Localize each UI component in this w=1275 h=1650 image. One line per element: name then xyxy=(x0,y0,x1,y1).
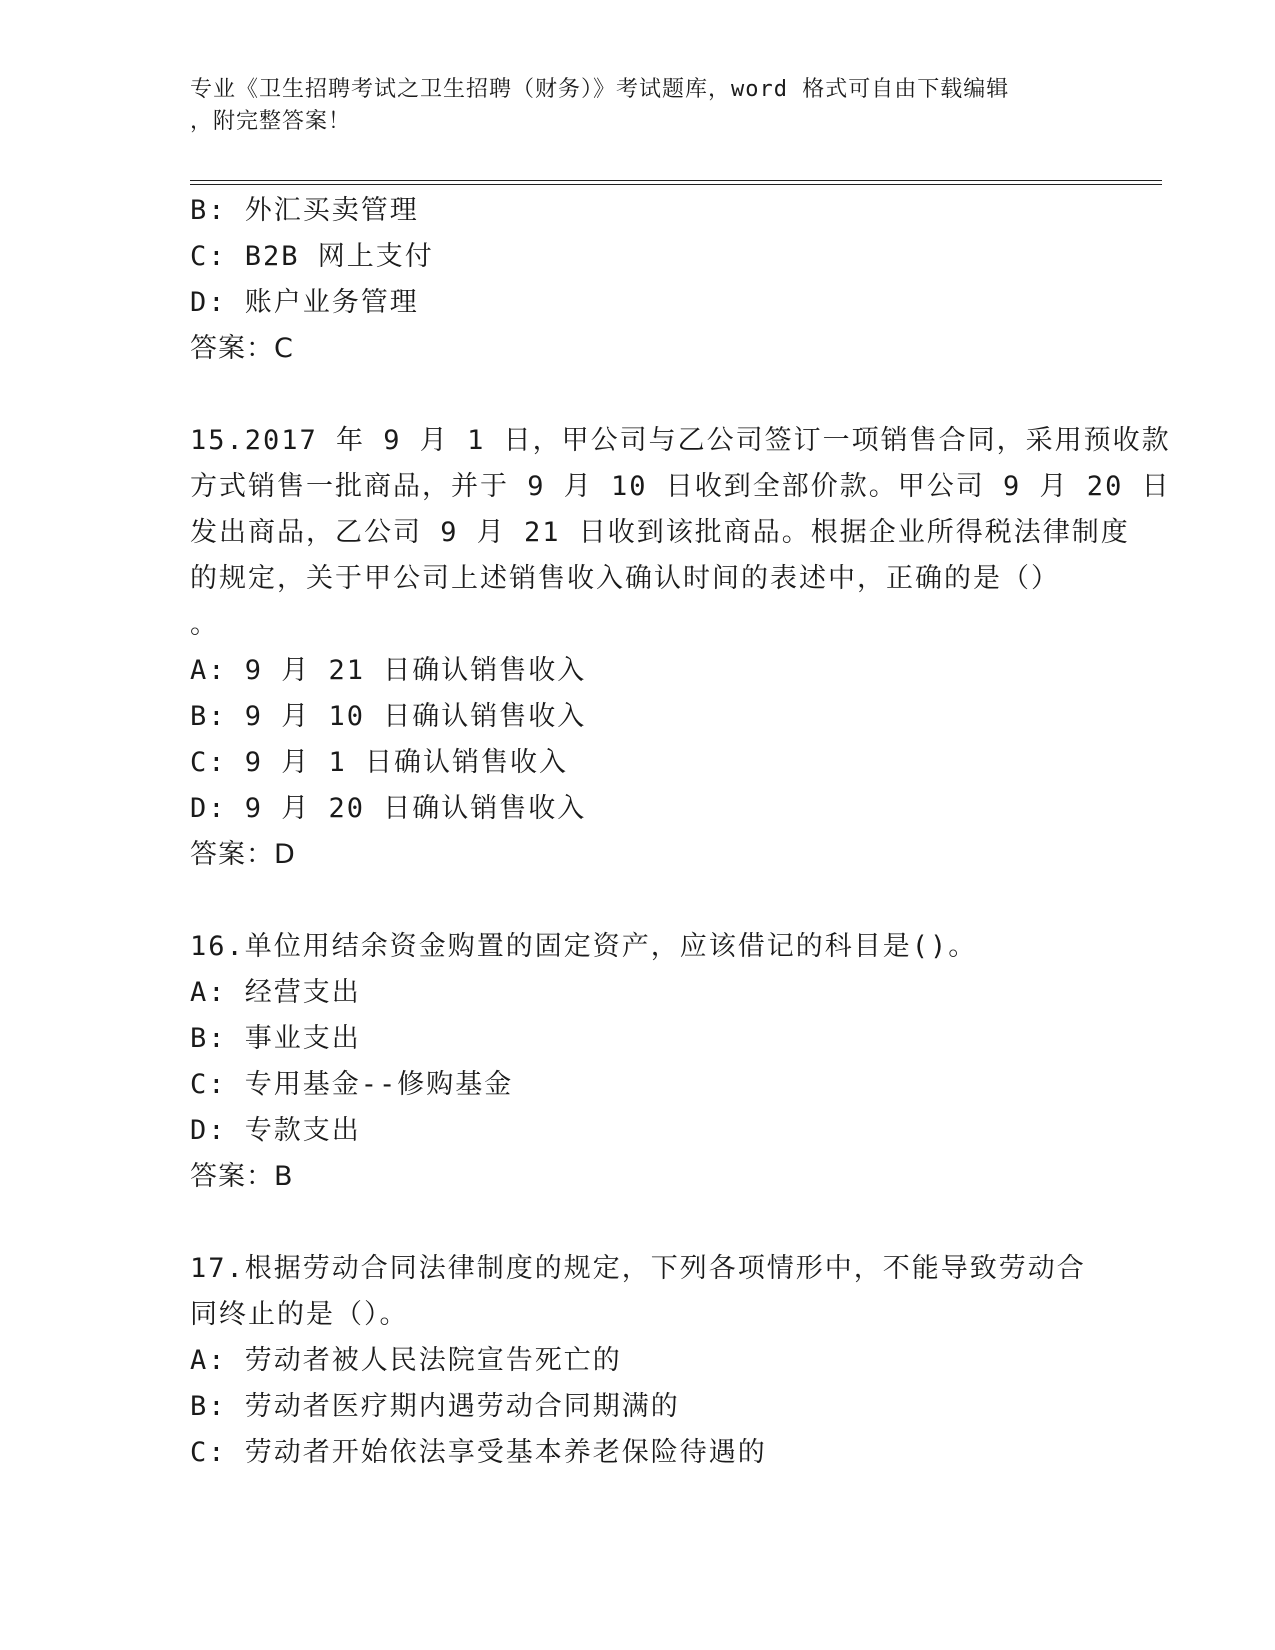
question-text-line: 方式销售一批商品，并于 9 月 10 日收到全部价款。甲公司 9 月 20 日 xyxy=(190,471,1171,502)
question-15 xyxy=(190,418,1171,878)
header-divider-bottom xyxy=(190,184,1162,185)
option-b: B: 劳动者医疗期内遇劳动合同期满的 xyxy=(190,1391,680,1422)
answer-line: 答案：B xyxy=(190,1161,294,1192)
header-title-line-2: ，附完整答案！ xyxy=(190,109,352,134)
header-title-line-1: 专业《卫生招聘考试之卫生招聘（财务）》考试题库，word 格式可自由下载编辑 xyxy=(190,77,1010,102)
question-text-line: 16.单位用结余资金购置的固定资产，应该借记的科目是()。 xyxy=(190,931,978,962)
option-a: A: 9 月 21 日确认销售收入 xyxy=(190,655,587,686)
question-text-line: 17.根据劳动合同法律制度的规定，下列各项情形中，不能导致劳动合 xyxy=(190,1253,1086,1284)
question-text-line: 15.2017 年 9 月 1 日，甲公司与乙公司签订一项销售合同，采用预收款 xyxy=(190,425,1171,456)
spacer xyxy=(190,878,1130,924)
option-b: B: 9 月 10 日确认销售收入 xyxy=(190,701,587,732)
header-divider-top xyxy=(190,180,1162,181)
answer-line: 答案：C xyxy=(190,333,294,364)
page-header xyxy=(190,74,1090,138)
option-b: B: 外汇买卖管理 xyxy=(190,195,419,226)
option-d: D: 9 月 20 日确认销售收入 xyxy=(190,793,587,824)
option-d: D: 账户业务管理 xyxy=(190,287,419,318)
question-17 xyxy=(190,1246,1130,1476)
question-text-line: 的规定，关于甲公司上述销售收入确认时间的表述中，正确的是（） xyxy=(190,563,1060,594)
spacer xyxy=(190,372,1130,418)
question-14-continued xyxy=(190,188,1130,372)
question-text-line: 同终止的是（）。 xyxy=(190,1299,409,1330)
option-a: A: 劳动者被人民法院宣告死亡的 xyxy=(190,1345,622,1376)
question-content xyxy=(190,188,1171,1476)
option-c: C: 9 月 1 日确认销售收入 xyxy=(190,747,569,778)
question-text-line: 发出商品，乙公司 9 月 21 日收到该批商品。根据企业所得税法律制度 xyxy=(190,517,1130,548)
option-b: B: 事业支出 xyxy=(190,1023,361,1054)
option-c: C: 专用基金--修购基金 xyxy=(190,1069,514,1100)
answer-line: 答案：D xyxy=(190,839,296,870)
spacer xyxy=(190,1200,1130,1246)
question-16 xyxy=(190,924,1130,1200)
question-text-line: 。 xyxy=(190,609,219,640)
option-c: C: 劳动者开始依法享受基本养老保险待遇的 xyxy=(190,1437,767,1468)
option-c: C: B2B 网上支付 xyxy=(190,241,434,272)
option-d: D: 专款支出 xyxy=(190,1115,361,1146)
option-a: A: 经营支出 xyxy=(190,977,361,1008)
